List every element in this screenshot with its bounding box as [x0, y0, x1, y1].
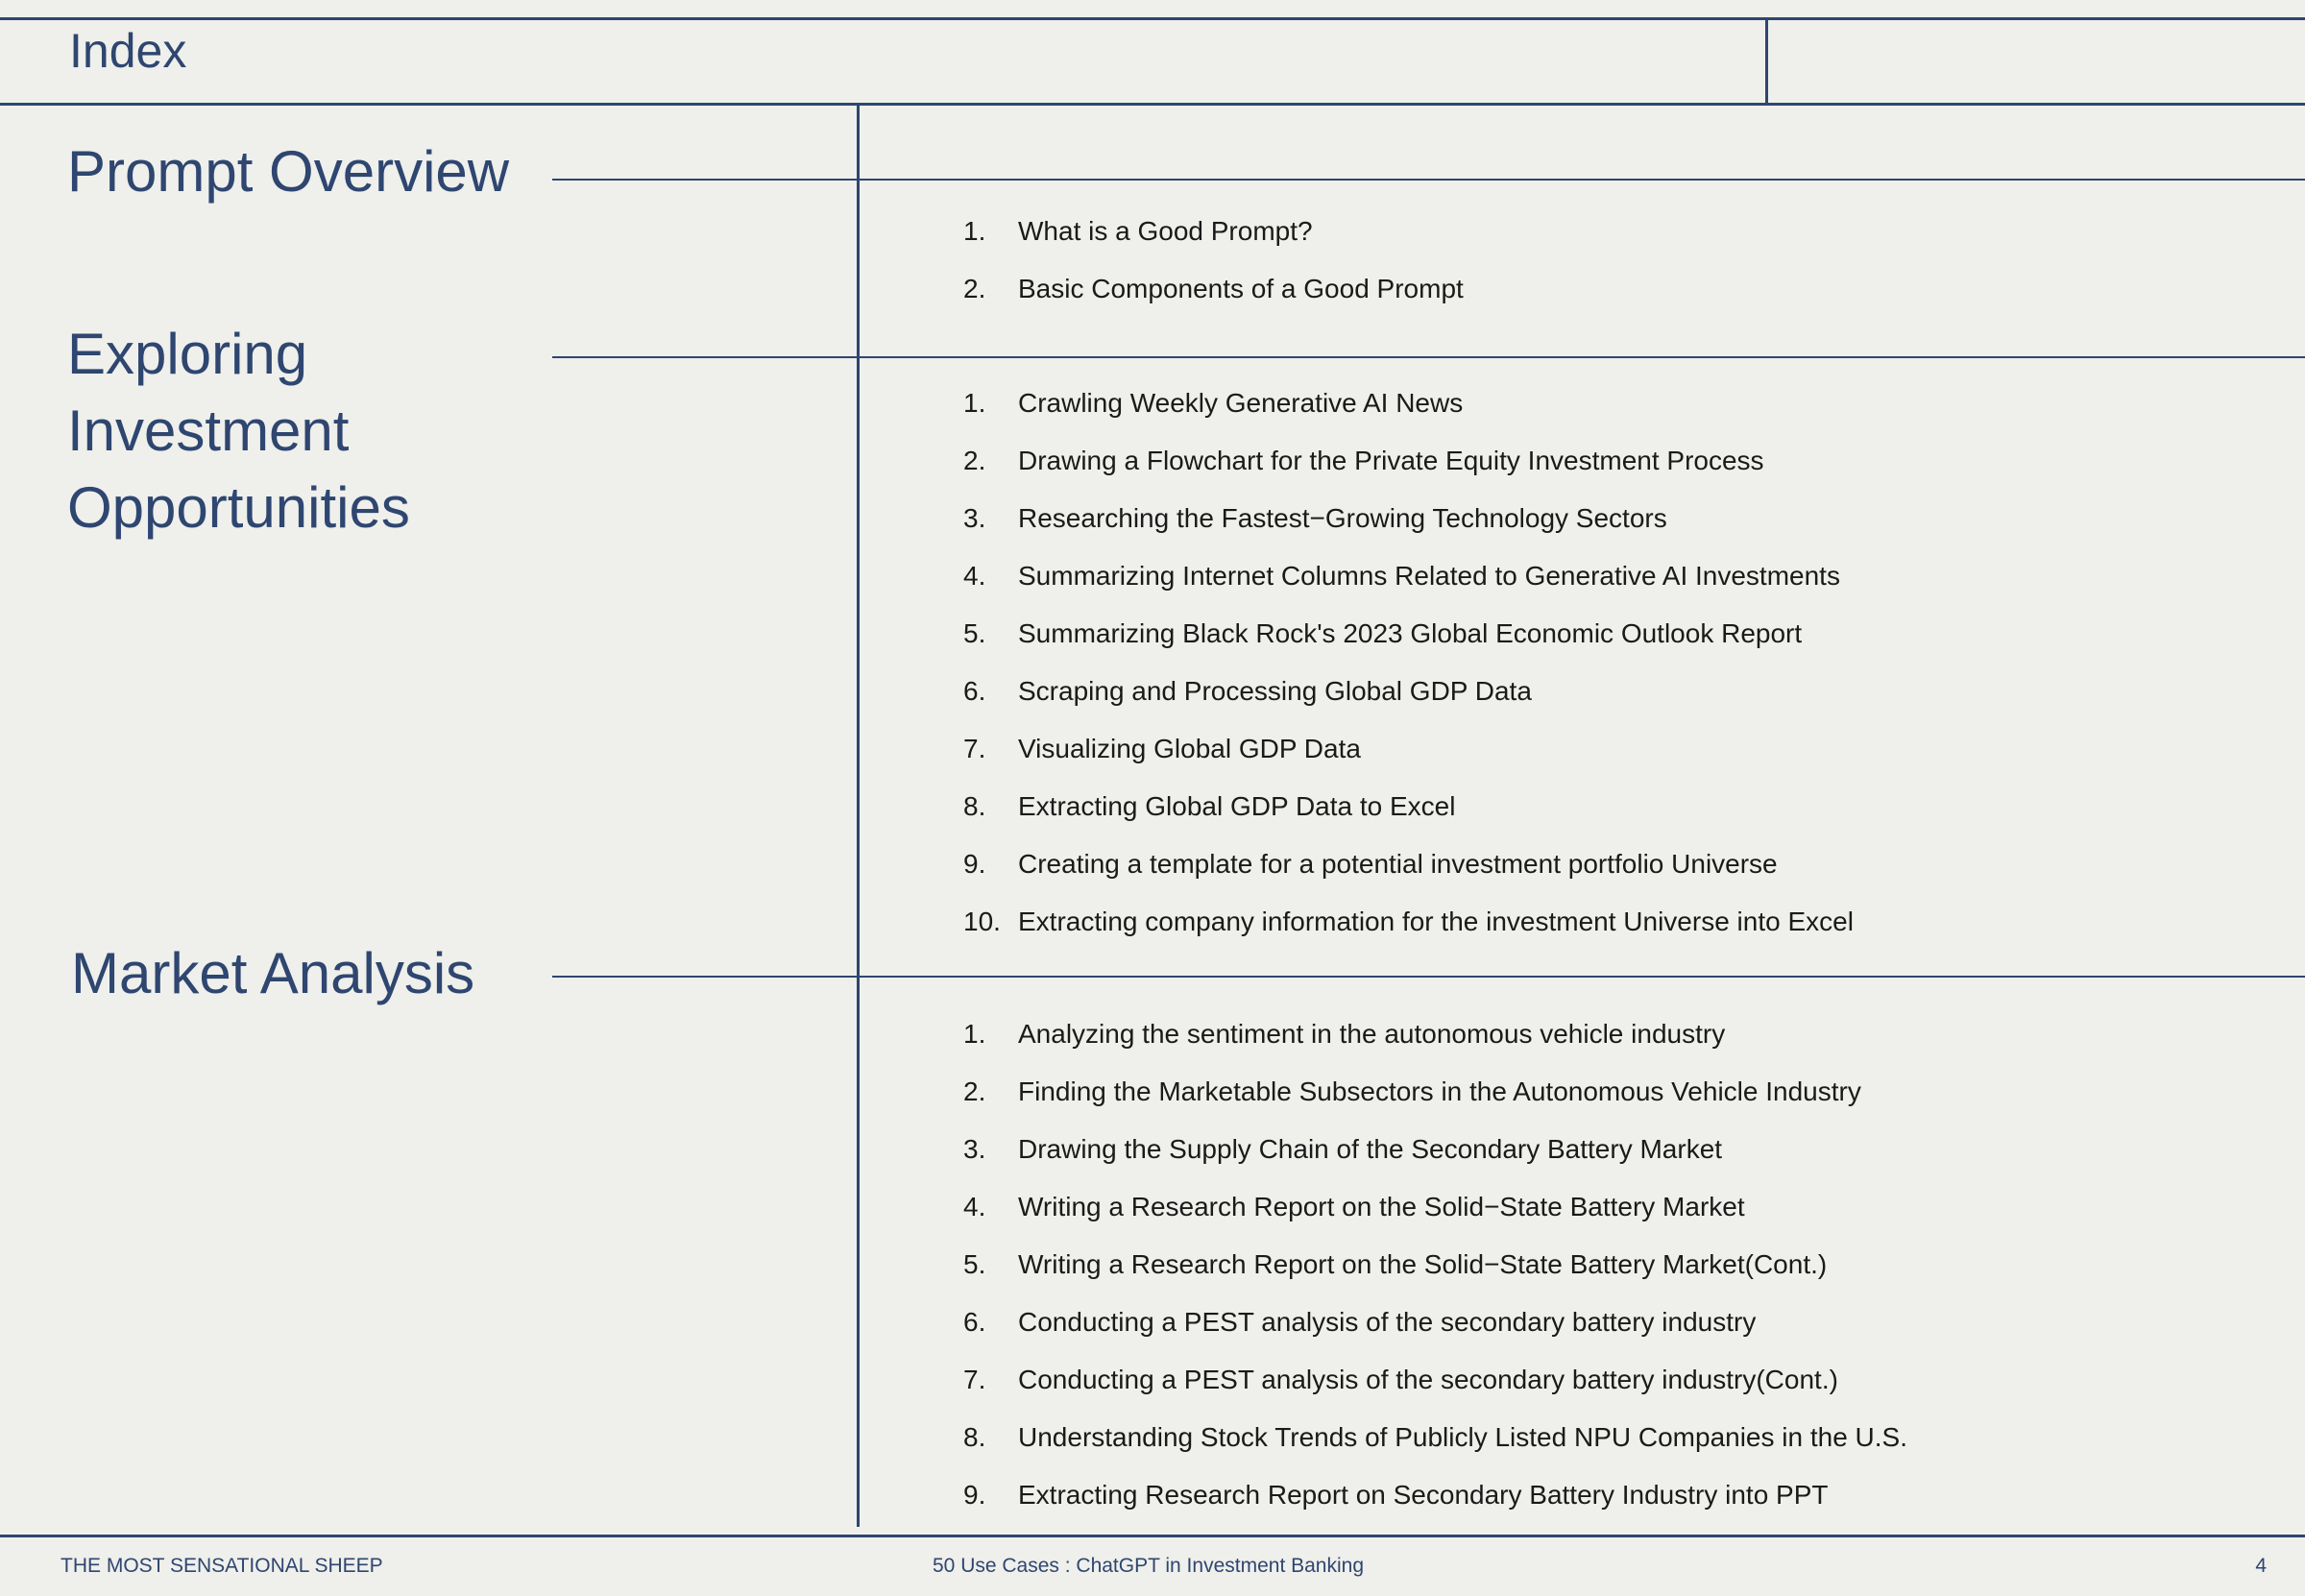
toc-item-label: Basic Components of a Good Prompt	[1018, 274, 1464, 303]
toc-item[interactable]	[963, 432, 2241, 490]
toc-item-number: 10.	[963, 907, 1001, 936]
toc-item-number: 1.	[963, 216, 986, 246]
toc-item-number: 1.	[963, 388, 986, 418]
toc-item-number: 8.	[963, 1422, 986, 1452]
toc-item[interactable]	[963, 1178, 2241, 1236]
toc-item[interactable]	[963, 490, 2241, 547]
toc-item-label: Scraping and Processing Global GDP Data	[1018, 676, 1532, 706]
toc-item-label: Drawing the Supply Chain of the Secondary Battery Market	[1018, 1134, 1723, 1164]
toc-item-label: Creating a template for a potential investment portfolio Universe	[1018, 849, 1778, 879]
header-divider	[1765, 17, 1768, 106]
toc-item-label: Conducting a PEST analysis of the secondary battery industry(Cont.)	[1018, 1365, 1838, 1394]
toc-item-label: Extracting Research Report on Secondary Battery Industry into PPT	[1018, 1480, 1829, 1510]
toc-item[interactable]	[963, 1236, 2241, 1294]
column-divider	[857, 103, 860, 1527]
toc-item[interactable]	[963, 1294, 2241, 1351]
toc-item-label: Summarizing Black Rock's 2023 Global Economic Outlook Report	[1018, 618, 1803, 648]
toc-item[interactable]	[963, 1121, 2241, 1178]
toc-item[interactable]	[963, 720, 2241, 778]
toc-list-prompt-overview	[963, 203, 2241, 318]
section-title-line: Prompt Overview	[67, 139, 510, 204]
header-bottom-rule	[0, 103, 2305, 106]
footer-page-number: 4	[2255, 1555, 2267, 1577]
toc-item-label: Summarizing Internet Columns Related to Generative AI Investments	[1018, 561, 1840, 591]
header-top-rule	[0, 17, 2305, 20]
section-title-market-analysis	[71, 935, 474, 1012]
toc-item-label: Finding the Marketable Subsectors in the Autonomous Vehicle Industry	[1018, 1076, 1861, 1106]
toc-item[interactable]	[963, 663, 2241, 720]
toc-item-label: What is a Good Prompt?	[1018, 216, 1313, 246]
section-title-exploring-investment	[67, 316, 410, 546]
toc-item[interactable]	[963, 1351, 2241, 1409]
toc-item-number: 9.	[963, 849, 986, 879]
toc-item[interactable]	[963, 835, 2241, 893]
toc-item[interactable]	[963, 1063, 2241, 1121]
toc-item-label: Understanding Stock Trends of Publicly Listed NPU Companies in the U.S.	[1018, 1422, 1908, 1452]
toc-item-label: Analyzing the sentiment in the autonomous vehicle industry	[1018, 1019, 1726, 1049]
section-title-line: Market Analysis	[71, 941, 475, 1005]
toc-item-number: 7.	[963, 1365, 986, 1394]
toc-item[interactable]	[963, 778, 2241, 835]
toc-item-number: 3.	[963, 1134, 986, 1164]
section-title-prompt-overview	[67, 133, 509, 210]
section-rule-exploring-investment	[552, 356, 2305, 358]
toc-item-number: 4.	[963, 561, 986, 591]
toc-item-number: 2.	[963, 274, 986, 303]
toc-item-number: 6.	[963, 1307, 986, 1337]
footer-document-title: 50 Use Cases : ChatGPT in Investment Banking	[933, 1555, 1364, 1577]
section-title-line: Exploring	[67, 322, 308, 386]
toc-item-number: 3.	[963, 503, 986, 533]
toc-item-number: 5.	[963, 1249, 986, 1279]
toc-item-number: 7.	[963, 734, 986, 763]
section-title-line: Investment	[67, 399, 350, 463]
toc-item-number: 8.	[963, 791, 986, 821]
toc-item-number: 9.	[963, 1480, 986, 1510]
toc-item[interactable]	[963, 547, 2241, 605]
toc-item[interactable]	[963, 1466, 2241, 1524]
toc-item-label: Writing a Research Report on the Solid−State Battery Market	[1018, 1192, 1745, 1221]
toc-item-label: Researching the Fastest−Growing Technology Sectors	[1018, 503, 1667, 533]
toc-item-number: 2.	[963, 1076, 986, 1106]
toc-item-label: Extracting Global GDP Data to Excel	[1018, 791, 1456, 821]
toc-item[interactable]	[963, 375, 2241, 432]
section-rule-market-analysis	[552, 976, 2305, 978]
toc-item-number: 5.	[963, 618, 986, 648]
toc-item[interactable]	[963, 605, 2241, 663]
toc-item[interactable]	[963, 893, 2241, 951]
toc-item-number: 1.	[963, 1019, 986, 1049]
toc-item-label: Crawling Weekly Generative AI News	[1018, 388, 1464, 418]
toc-item-number: 4.	[963, 1192, 986, 1221]
toc-list-exploring-investment	[963, 375, 2241, 951]
toc-item-label: Visualizing Global GDP Data	[1018, 734, 1361, 763]
toc-item[interactable]	[963, 203, 2241, 260]
toc-item-label: Drawing a Flowchart for the Private Equity Investment Process	[1018, 446, 1764, 475]
toc-item-label: Conducting a PEST analysis of the secondary battery industry	[1018, 1307, 1757, 1337]
toc-item-number: 6.	[963, 676, 986, 706]
toc-item-number: 2.	[963, 446, 986, 475]
toc-item[interactable]	[963, 1409, 2241, 1466]
toc-item[interactable]	[963, 1005, 2241, 1063]
toc-item-label: Extracting company information for the investment Universe into Excel	[1018, 907, 1854, 936]
page-title: Index	[69, 24, 187, 78]
toc-list-market-analysis	[963, 1005, 2241, 1524]
section-title-line: Opportunities	[67, 475, 410, 540]
toc-item[interactable]	[963, 260, 2241, 318]
section-rule-prompt-overview	[552, 179, 2305, 181]
footer-brand: THE MOST SENSATIONAL SHEEP	[61, 1555, 383, 1577]
toc-item-label: Writing a Research Report on the Solid−State Battery Market(Cont.)	[1018, 1249, 1828, 1279]
footer-rule	[0, 1535, 2305, 1537]
